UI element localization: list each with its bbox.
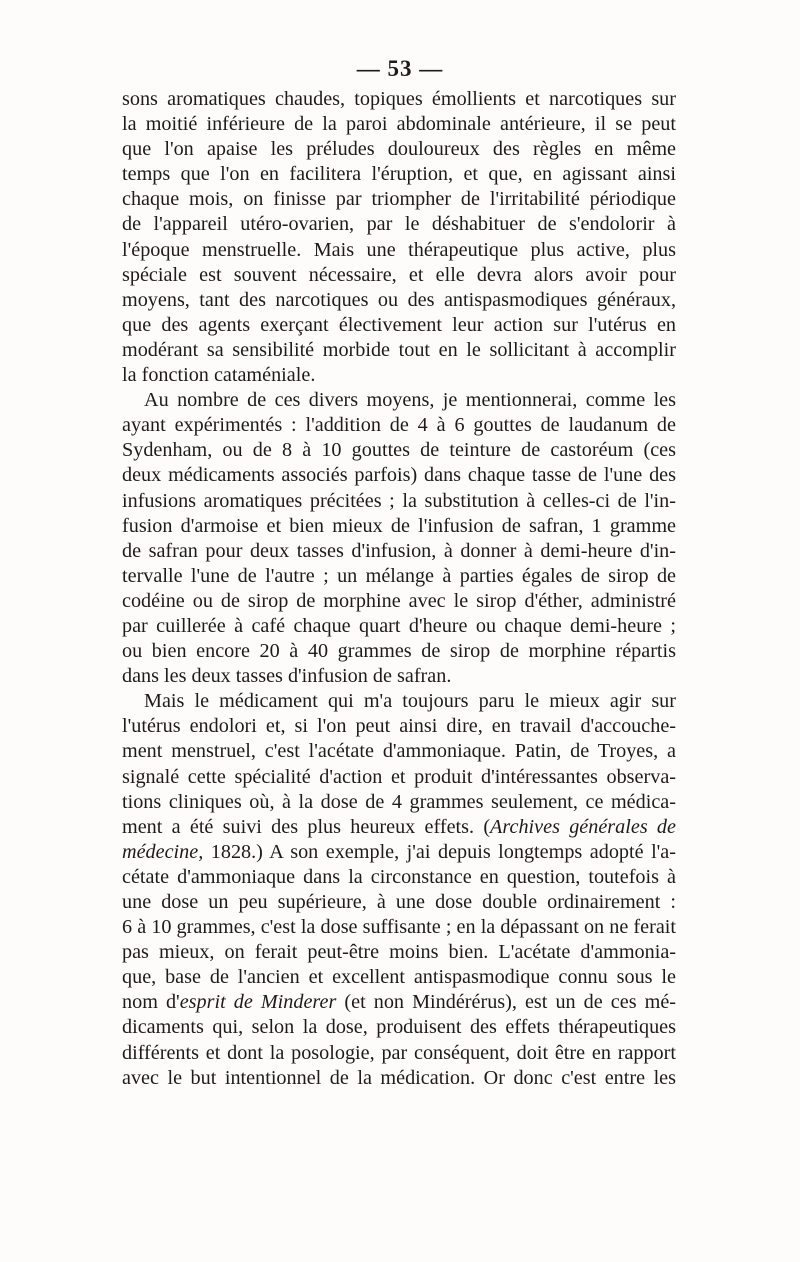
text-line: Mais le médicament qui m'a toujours paru le mieux agir sur: [144, 690, 676, 713]
text-line: pas mieux, on ferait peut-être moins bien. L'acétate d'ammonia-: [122, 941, 676, 964]
text-line: moyens, tant des narcotiques ou des antispasmodiques généraux,: [122, 288, 676, 311]
text-line: ment menstruel, c'est l'acétate d'ammoniaque. Patin, de Troyes, a: [122, 740, 676, 763]
text-line: cétate d'ammoniaque dans la circonstance en question, toutefois à: [122, 865, 676, 888]
text-line: dicaments qui, selon la dose, produisent des effets thérapeutiques: [122, 1016, 676, 1039]
text-line: de l'appareil utéro-ovarien, par le déshabituer de s'endolorir à: [122, 213, 676, 236]
text-line: ment a été suivi des plus heureux effets. (Archives générales de: [122, 815, 676, 838]
text-line: chaque mois, on finisse par triompher de l'irritabilité périodique: [122, 188, 676, 211]
body-text: [122, 87, 676, 1091]
text-line: l'utérus endolori et, si l'on peut ainsi dire, en travail d'accouche-: [122, 715, 676, 738]
text-line: 6 à 10 grammes, c'est la dose suffisante ; en la dépassant on ne ferait: [122, 916, 676, 939]
text-line: tervalle l'une de l'autre ; un mélange à parties égales de sirop de: [122, 564, 676, 587]
text-line: Sydenham, ou de 8 à 10 gouttes de teinture de castoréum (ces: [122, 439, 676, 462]
text-line: temps que l'on en facilitera l'éruption, et que, en agissant ainsi: [122, 163, 676, 186]
text-line: l'époque menstruelle. Mais une thérapeutique plus active, plus: [122, 238, 676, 261]
text-line: que l'on apaise les préludes douloureux des règles en même: [122, 138, 676, 161]
text-line: nom d'esprit de Minderer (et non Mindérérus), est un de ces mé-: [122, 991, 676, 1014]
text-line: dans les deux tasses d'infusion de safran.: [122, 665, 452, 688]
text-line: par cuillerée à café chaque quart d'heure ou chaque demi-heure ;: [122, 614, 676, 637]
text-line: fusion d'armoise et bien mieux de l'infusion de safran, 1 gramme: [122, 514, 676, 537]
text-line: deux médicaments associés parfois) dans chaque tasse de l'une des: [122, 464, 676, 487]
text-line: la moitié inférieure de la paroi abdominale antérieure, il se peut: [122, 113, 676, 136]
page-number: — 53 —: [356, 56, 444, 81]
text-line: la fonction cataméniale.: [122, 364, 316, 387]
text-line: modérant sa sensibilité morbide tout en le sollicitant à accomplir: [122, 338, 676, 361]
italic-text: médecine,: [122, 840, 204, 863]
text-line: ou bien encore 20 à 40 grammes de sirop de morphine répartis: [122, 640, 676, 663]
text-line: différents et dont la posologie, par conséquent, doit être en rapport: [122, 1041, 676, 1064]
text-line: Au nombre de ces divers moyens, je mentionnerai, comme les: [144, 389, 676, 412]
text-line: ayant expérimentés : l'addition de 4 à 6 gouttes de laudanum de: [122, 414, 676, 437]
text-line: médecine, 1828.) A son exemple, j'ai depuis longtemps adopté l'a-: [122, 840, 676, 863]
italic-text: Archives générales de: [490, 815, 676, 838]
text-line: de safran pour deux tasses d'infusion, à donner à demi-heure d'in-: [122, 539, 676, 562]
text-line: tions cliniques où, à la dose de 4 grammes seulement, ce médica-: [122, 790, 676, 813]
text-line: que des agents exerçant électivement leur action sur l'utérus en: [122, 313, 676, 336]
text-line: codéine ou de sirop de morphine avec le sirop d'éther, administré: [122, 589, 676, 612]
text-line: sons aromatiques chaudes, topiques émollients et narcotiques sur: [122, 88, 676, 110]
text-line: une dose un peu supérieure, à une dose double ordinairement :: [122, 891, 676, 913]
italic-text: esprit de Minderer: [179, 991, 337, 1014]
text-line: spéciale est souvent nécessaire, et elle devra alors avoir pour: [122, 263, 676, 286]
text-line: que, base de l'ancien et excellent antispasmodique connu sous le: [122, 966, 676, 989]
text-line: infusions aromatiques précitées ; la substitution à celles-ci de l'in-: [122, 489, 676, 512]
text-line: signalé cette spécialité d'action et produit d'intéressantes observa-: [122, 765, 676, 788]
text-line: avec le but intentionnel de la médication. Or donc c'est entre les: [122, 1066, 676, 1089]
